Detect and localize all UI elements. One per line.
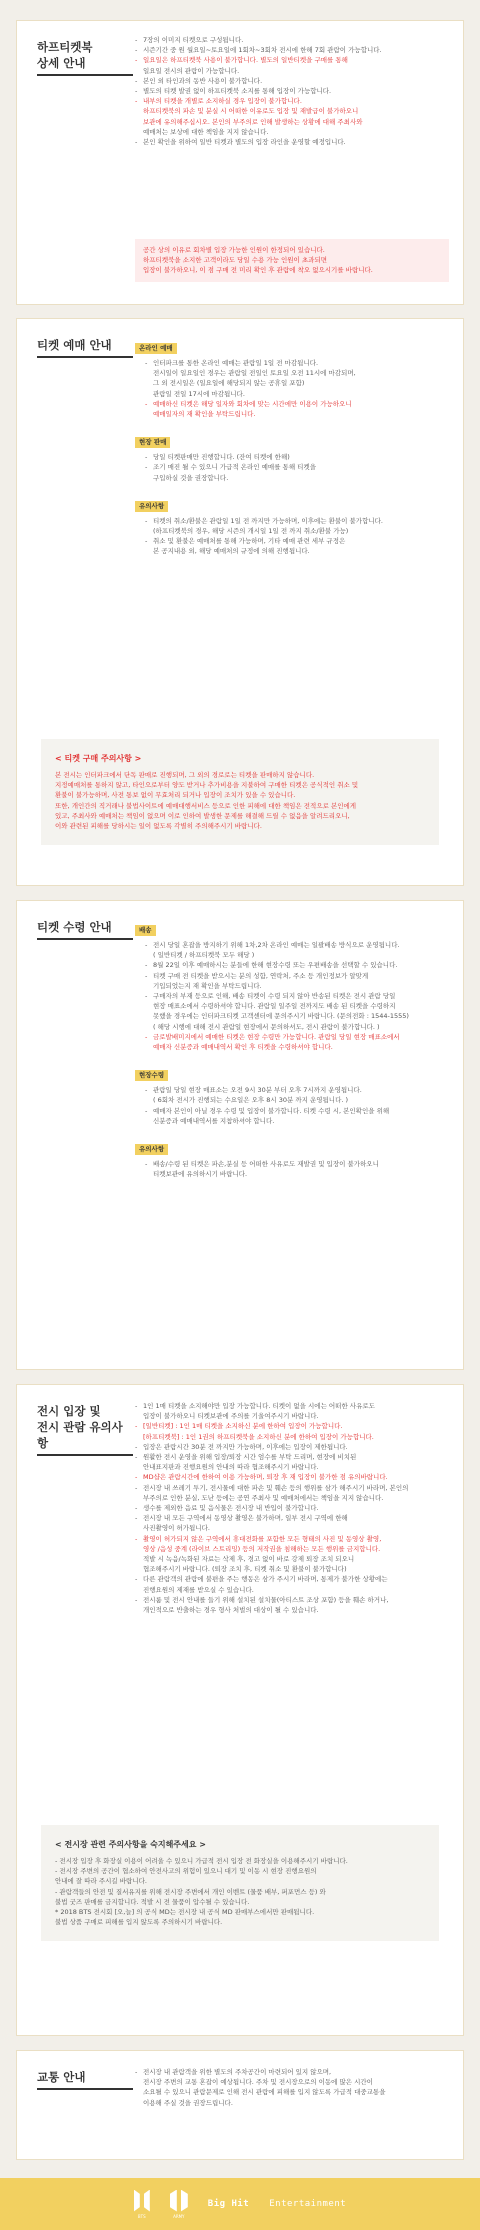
- list-item-text: 개인적으로 반출하는 경우 형사 처벌의 대상이 될 수 있습니다.: [143, 1606, 319, 1615]
- list-item: [135, 55, 449, 65]
- bullet: [145, 1169, 153, 1179]
- list-item-text: 배송/수령 된 티켓은 파손,분실 등 어떠한 사유로도 재발권 및 입장이 불가하오니: [153, 1160, 379, 1169]
- list-item: [135, 1483, 449, 1493]
- onsite-sales-tag: 현장 판매: [135, 437, 170, 448]
- bullet: -: [145, 359, 148, 367]
- list-item: [145, 526, 449, 536]
- list-item: [145, 378, 449, 388]
- list-item: [135, 45, 449, 55]
- bullet: [135, 1523, 143, 1533]
- list-item: [145, 981, 449, 991]
- list-item-text: 전시일이 일요일인 경우는 관람일 전일인 토요일 오전 11시에 마감되며,: [153, 369, 356, 378]
- list-item-text: 금로발배미지에서 예매한 티켓은 현장 수령만 가능합니다. 관람일 당일 현장 매표소에서: [153, 1032, 400, 1041]
- notice-line: 이와 관련된 피해를 당하시는 일이 없도록 각별히 주의해주시기 바랍니다.: [55, 822, 262, 831]
- notice-line: 지정예매처를 통하지 않고, 타인으로부터 양도 받거나 추가비용을 지불하여 구매한 티켓은 공식적인 취소 및: [55, 781, 359, 790]
- list-item-text: 소요될 수 있으니 관람문제로 인해 전시 관람에 피해를 입지 않도록 가급적 대중교통을: [143, 2088, 386, 2097]
- list-item: [135, 2087, 449, 2097]
- list-item-text: 협조해주시기 바랍니다. (퇴장 조치 후, 티켓 취소 및 환불이 불가합니다): [143, 1565, 347, 1574]
- list-item-text: 일요일 전시의 관람이 가능합니다.: [143, 66, 240, 75]
- list-item: [135, 1452, 449, 1462]
- army-logo: [170, 2190, 188, 2219]
- list-item: [145, 462, 449, 472]
- bighit-logo: Big Hit: [207, 2199, 250, 2209]
- bullet: [145, 1022, 153, 1032]
- list-item-text: 티켓보관에 유의하시기 바랍니다.: [153, 1170, 248, 1179]
- bullet: [135, 127, 143, 137]
- bullet: [145, 409, 153, 419]
- list-item: [135, 2067, 449, 2077]
- list-item: [135, 1462, 449, 1472]
- onsite-pickup-list: [135, 1085, 449, 1126]
- onsite-sales-list: [135, 452, 449, 483]
- bullet: -: [135, 36, 138, 44]
- list-item-text: ( 일반티켓 / 하프티켓북 모두 해당 ): [153, 951, 255, 960]
- list-item-text: 이용해 주실 것을 권장드립니다.: [143, 2098, 233, 2107]
- bullet: -: [145, 971, 148, 980]
- bullet: [135, 1411, 143, 1421]
- list-item: [135, 2098, 449, 2108]
- list-item: [135, 1493, 449, 1503]
- section-transportation: [16, 2050, 464, 2160]
- list-item-text: 예매자 신분증과 예매내역서 확인 후 티켓을 수령하셔야 합니다.: [153, 1043, 333, 1052]
- list-item: [145, 536, 449, 546]
- booking-caution-list: [135, 516, 449, 557]
- bullet: [135, 66, 143, 76]
- list-item: [145, 516, 449, 526]
- list-item: [135, 76, 449, 86]
- list-item: [145, 940, 449, 950]
- bullet: [135, 2087, 143, 2097]
- bts-logo-caption: BTS: [137, 2213, 146, 2219]
- halfticket-warning: [135, 233, 449, 282]
- bullet: [145, 389, 153, 399]
- bullet: [145, 1001, 153, 1011]
- bts-logo: [134, 2190, 150, 2219]
- bullet: [135, 1462, 143, 1472]
- list-item-text: 사진촬영이 허가됩니다.: [143, 1524, 210, 1533]
- onsite-pickup-tag: 현장수령: [135, 1070, 168, 1081]
- bullet: -: [135, 1473, 138, 1482]
- section-halfticket-info: [16, 20, 464, 305]
- bullet: -: [135, 97, 138, 106]
- bullet: -: [135, 138, 138, 147]
- list-item-text: 기입되었는지 재 확인을 부탁드립니다.: [153, 981, 262, 990]
- list-item: [145, 358, 449, 368]
- list-item: [145, 1032, 449, 1042]
- list-item-text: ( 6회차 전시가 진행되는 수요일은 오후 8시 30분 까지 운영됩니다. ): [153, 1096, 349, 1105]
- list-item-text: 전시장 주변의 교통 혼잡이 예상됩니다. 주차 및 전시장으로의 이동에 많은 시간이: [143, 2078, 373, 2087]
- list-item-text: 티켓 구매 전 티켓을 받으시는 분의 성함, 연락처, 주소 등 개인정보가 알맞게: [153, 971, 369, 980]
- notice-line: 입장이 불가하오니, 이 점 구매 전 미리 확인 후 관람에 착오 없으시기를 바랍니다.: [143, 266, 373, 275]
- list-item-text: 본 공지내용 외, 해당 예매처의 규정에 의해 진행됩니다.: [153, 547, 310, 556]
- list-item-text: 보관에 유의해주십시오. 본인의 부주의로 인해 발생하는 상황에 대해 주최사와: [143, 117, 363, 126]
- list-item-text: 조기 매진 될 수 있으니 가급적 온라인 예매를 통해 티켓을: [153, 463, 317, 472]
- notice-line: 불법 상품 구매로 피해를 입지 않도록 주의하시기 바랍니다.: [55, 1918, 223, 1927]
- list-item: [135, 106, 449, 116]
- list-item-text: 7장의 이미지 티켓으로 구성됩니다.: [143, 36, 244, 44]
- bullet: -: [135, 46, 138, 55]
- list-item-text: 신분증과 예매내역서를 지참하셔야 합니다.: [153, 1116, 275, 1125]
- notice-line: 있고, 주최사와 예매처는 책임이 없으며 이로 인하여 발생한 문제를 해결해 드릴 수 없음을 알려드리오니,: [55, 811, 350, 820]
- list-item-text: 적발 시 녹음/녹화된 자료는 삭제 후, 경고 없이 바로 강제 퇴장 조치 되오니: [143, 1555, 355, 1564]
- online-booking-block: [135, 335, 449, 419]
- notice-line: 하프티켓북을 소지한 고객이라도 당일 수용 가능 인원이 초과되면: [143, 256, 327, 265]
- list-item-text: 예매처는 보상에 대한 책임을 지지 않습니다.: [143, 127, 269, 136]
- bullet: -: [135, 2068, 138, 2076]
- delivery-tag: 배송: [135, 925, 156, 936]
- list-item: [145, 1042, 449, 1052]
- bullet: -: [135, 1595, 138, 1604]
- list-item: [135, 96, 449, 106]
- list-item-text: 원활한 전시 운영을 위해 입장/퇴장 시간 엄수를 부탁 드리며, 현장에 비치된: [143, 1453, 357, 1462]
- notice-line: 안내에 잘 따라 주시길 바랍니다.: [55, 1877, 147, 1886]
- section-title: 교통 안내: [37, 2069, 133, 2090]
- list-item-text: 전시룸 및 전시 안내를 들기 위해 설치된 설치물(아티스트 조상 포함) 등을 훼손 하거나,: [143, 1595, 389, 1604]
- list-item-text: 취소 및 환불은 예매처를 통해 가능하며, 기타 예매 관련 세부 규정은: [153, 537, 346, 546]
- list-item-text: 하프티켓북의 파손 및 분실 시 어떠한 이유로도 입장 및 재발급이 불가하오니: [143, 107, 359, 116]
- bullet: [135, 1432, 143, 1442]
- bullet: [135, 1554, 143, 1564]
- list-item: [135, 1503, 449, 1513]
- notice-lines: [55, 1856, 425, 1927]
- list-item: [145, 1011, 449, 1021]
- list-item: [135, 1513, 449, 1523]
- list-item-text: [하프티켓북] : 1인 1권의 하프티켓북을 소지하신 분에 한하여 입장이 가능합니다.: [143, 1432, 374, 1441]
- army-logo-icon: [170, 2190, 188, 2212]
- notice-title: < 티켓 구매 주의사항 >: [55, 754, 142, 763]
- bullet: -: [135, 1575, 138, 1584]
- bullet: [145, 1042, 153, 1052]
- onsite-sales-block: [135, 429, 449, 483]
- section-ticket-pickup: [16, 900, 464, 1370]
- list-item: [145, 546, 449, 556]
- list-item: [135, 1585, 449, 1595]
- list-item-text: 그 외 전시일은 (일요일에 해당되지 않는 공휴일 포함): [153, 379, 305, 388]
- list-item: [135, 127, 449, 137]
- list-item: [145, 991, 449, 1001]
- list-item: [135, 1421, 449, 1431]
- bullet: -: [135, 76, 138, 85]
- list-item-text: 내부의 티켓을 개별로 소지하실 경우 입장이 불가합니다.: [143, 97, 302, 106]
- section-title: 전시 입장 및 전시 관람 유의사항: [37, 1403, 133, 1456]
- venue-notice: [41, 1825, 439, 1941]
- list-item-text: 별도의 티켓 발권 없이 하프티켓북 소지를 통해 입장이 가능합니다.: [143, 87, 332, 96]
- list-item-text: 구입하실 것을 권장합니다.: [153, 473, 229, 482]
- bullet: [135, 106, 143, 116]
- bullet: [135, 117, 143, 127]
- list-item: [145, 1116, 449, 1126]
- notice-line: 본 전시는 인터파크에서 단독 판매로 진행되며, 그 외의 경로로는 티켓을 판매하지 않습니다.: [55, 771, 315, 779]
- list-item-text: ( 해당 시행에 대해 전시 관람일 현장에서 문의하셔도, 전시 관람이 불가합니다. ): [153, 1022, 380, 1031]
- bullet: [135, 2098, 143, 2108]
- online-booking-list: [135, 358, 449, 419]
- bullet: -: [145, 1160, 148, 1169]
- list-item-text: 예매일자의 재 확인을 부탁드립니다.: [153, 410, 256, 419]
- list-item: [145, 950, 449, 960]
- list-item: [135, 1544, 449, 1554]
- list-item-text: 입장은 관람시간 30분 전 까지만 가능하며, 이후에는 입장이 제한됩니다.: [143, 1442, 348, 1451]
- notice-line: 환불이 불가능하며, 사전 통보 없이 무효처리 되거나 입장이 조치가 있을 수 있습니다.: [55, 791, 296, 800]
- list-item-text: 입장이 불가하오니 티켓보관에 주의를 기울여주시기 바랍니다.: [143, 1412, 319, 1421]
- notice-line: 공간 상의 이유로 회차별 입장 가능한 인원이 한정되어 있습니다.: [143, 246, 325, 254]
- transportation-list: [135, 2067, 449, 2108]
- list-item: [145, 1159, 449, 1169]
- list-item: [135, 1472, 449, 1482]
- list-item: [145, 389, 449, 399]
- list-item-text: 전시장 내 쓰레기 투기, 전시물에 대한 파손 및 훼손 등의 행위를 삼가 해주시기 바라며, 본인의: [143, 1483, 409, 1492]
- list-item-text: MD샵은 관람시간에 한하여 이용 가능하며, 퇴장 후 재 입장이 불가한 점 유의바랍니다.: [143, 1473, 388, 1482]
- section-title: 티켓 수령 안내: [37, 919, 133, 940]
- bullet: [135, 2077, 143, 2087]
- bullet: -: [145, 453, 148, 462]
- booking-caution-tag: 유의사항: [135, 501, 168, 512]
- list-item: [135, 117, 449, 127]
- list-item-text: 1인 1매 티켓을 소지해야만 입장 가능합니다. 티켓이 없을 시에는 어떠한 사유로도: [143, 1402, 375, 1410]
- list-item-text: 예매자 본인이 아닐 경우 수령 및 입장이 불가합니다. 티켓 수령 시, 본인확인을 위해: [153, 1106, 390, 1115]
- bullet: [145, 1116, 153, 1126]
- bullet: -: [145, 961, 148, 970]
- bullet: -: [145, 1106, 148, 1115]
- notice-line: 또한, 개인간의 직거래나 불법사이트에 예매대행서비스 등으로 인한 피해에 대한 책임은 전적으로 본인에게: [55, 801, 357, 810]
- halfticket-list: [135, 35, 449, 147]
- bullet: -: [135, 1453, 138, 1462]
- list-item-text: 예매하신 티켓은 해당 일자와 회차에 맞는 시간에만 이용이 가능하오니: [153, 399, 352, 408]
- list-item-text: 영상 /음성 중계 (라이브 스트리밍) 등의 저작권을 침해하는 모든 행위를 금지합니다.: [143, 1544, 381, 1553]
- list-item: [135, 86, 449, 96]
- list-item: [145, 1106, 449, 1116]
- list-item: [145, 473, 449, 483]
- bullet: [135, 1544, 143, 1554]
- list-item-text: 인터파크를 통한 온라인 예매는 관람일 1일 전 마감됩니다.: [153, 359, 319, 367]
- pickup-caution-block: [135, 1136, 449, 1179]
- pickup-caution-tag: 유의사항: [135, 1144, 168, 1155]
- list-item-text: 일요일은 하프티켓북 사용이 불가합니다. 별도의 일반티켓을 구매를 통해: [143, 56, 348, 65]
- entry-guidelines-list: [135, 1401, 449, 1615]
- delivery-list: [135, 940, 449, 1052]
- list-item-text: 못했을 경우에는 인터파크티켓 고객센터에 문의주시기 바랍니다. (문의전화 : 1544-1555): [153, 1012, 409, 1021]
- list-item: [145, 960, 449, 970]
- list-item-text: 당일 티켓판매만 진행합니다. (잔여 티켓에 한해): [153, 453, 290, 462]
- bullet: -: [135, 1534, 138, 1543]
- bullet: -: [135, 1504, 138, 1513]
- bullet: [145, 1011, 153, 1021]
- booking-content: [135, 335, 449, 567]
- bullet: -: [145, 1086, 148, 1095]
- notice-line: 불법 굿즈 판매를 금지합니다. 적발 시 전 물품이 압수될 수 있습니다.: [55, 1897, 250, 1906]
- bullet: -: [135, 1514, 138, 1523]
- bullet: [145, 526, 153, 536]
- list-item: [145, 971, 449, 981]
- bullet: [135, 1585, 143, 1595]
- list-item: [135, 1564, 449, 1574]
- bullet: -: [145, 463, 148, 472]
- list-item: [145, 1085, 449, 1095]
- list-item-text: 8월 22일 이후 예매하시는 분들에 한해 현장수령 또는 우편배송을 선택할 수 있습니다.: [153, 961, 398, 970]
- bts-logo-icon: [134, 2190, 150, 2212]
- list-item: [135, 1401, 449, 1411]
- bullet: -: [135, 87, 138, 96]
- notice-lines: [55, 770, 425, 831]
- list-item-text: 티켓의 취소/환불은 관람일 1일 전 까지만 가능하며, 이후에는 환불이 불가합니다.: [153, 516, 383, 525]
- booking-caution-block: [135, 493, 449, 557]
- list-item: [145, 399, 449, 409]
- list-item: [145, 452, 449, 462]
- section-title: 하프티켓북 상세 안내: [37, 39, 133, 76]
- list-item-text: 생수를 제외한 음료 및 음식물은 전시장 내 반입이 불가합니다.: [143, 1504, 319, 1513]
- bullet: [145, 981, 153, 991]
- list-item-text: 부주의로 인한 분실, 도난 등에는 공연 주최사 및 예매처에서는 책임을 지지 않습니다.: [143, 1493, 384, 1502]
- bullet: -: [135, 1442, 138, 1451]
- list-item: [135, 66, 449, 76]
- entertainment-logo: Entertainment: [269, 2199, 347, 2209]
- list-item-text: 관람일 당일 현장 매표소는 오전 9시 30분 부터 오후 7시까지 운영됩니다.: [153, 1086, 362, 1095]
- pickup-content: [135, 917, 449, 1189]
- notice-line: - 전시장 입장 후 화장실 이용이 어려울 수 있으니 가급적 전시 입장 전 화장실을 이용해주시기 바랍니다.: [55, 1857, 348, 1865]
- bullet: -: [145, 537, 148, 546]
- list-item-text: [일반티켓] : 1인 1매 티켓을 소지하신 분에 한하여 입장이 가능합니다.: [143, 1422, 343, 1431]
- list-item: [135, 35, 449, 45]
- list-item: [145, 1001, 449, 1011]
- army-logo-caption: ARMY: [173, 2213, 185, 2219]
- list-item: [135, 1411, 449, 1421]
- section-entry-guidelines: [16, 1384, 464, 2036]
- bullet: -: [145, 516, 148, 525]
- list-item: [135, 1605, 449, 1615]
- footer-logos: [0, 2178, 480, 2230]
- bullet: [145, 546, 153, 556]
- bullet: [135, 1493, 143, 1503]
- bullet: [145, 950, 153, 960]
- bullet: -: [135, 1402, 138, 1410]
- bullet: [145, 1095, 153, 1105]
- list-item-text: 구매자의 부재 등으로 인해, 배송 티켓이 수령 되지 않아 반송된 티켓은 전시 관람 당일: [153, 992, 396, 1001]
- list-item-text: 진행요원의 제재를 받으실 수 있습니다.: [143, 1585, 254, 1594]
- list-item-text: 본인 확인을 위하여 일반 티켓과 별도의 입장 라인을 운영할 예정입니다.: [143, 138, 346, 147]
- list-item: [145, 1095, 449, 1105]
- list-item: [135, 1534, 449, 1544]
- bullet: -: [145, 992, 148, 1001]
- warning-box: [135, 239, 449, 282]
- list-item-text: 본인 외 타인과의 동반 사용이 불가합니다.: [143, 76, 263, 85]
- bullet: -: [145, 399, 148, 408]
- bullet: -: [135, 1483, 138, 1492]
- list-item: [135, 1554, 449, 1564]
- bullet: -: [145, 1032, 148, 1041]
- notice-title: < 전시장 관련 주의사항을 숙지해주세요 >: [55, 1840, 206, 1849]
- section-title: 티켓 예매 안내: [37, 337, 133, 358]
- list-item: [135, 1595, 449, 1605]
- ticket-purchase-notice: [41, 739, 439, 845]
- list-item-text: 시즌기간 중 원 월요일~토요일에 1회차~3회차 전시에 한해 7회 관람이 가능합니다.: [143, 46, 382, 55]
- list-item-text: 전시장 내 모든 구역에서 동영상 촬영은 불가하며, 일부 전시 구역에 한해: [143, 1514, 348, 1523]
- list-item: [145, 1022, 449, 1032]
- bullet: -: [135, 1422, 138, 1431]
- online-booking-tag: 온라인 예매: [135, 343, 177, 354]
- list-item: [145, 368, 449, 378]
- onsite-pickup-block: [135, 1062, 449, 1126]
- bullet: -: [135, 56, 138, 65]
- list-item: [135, 137, 449, 147]
- bullet: -: [145, 941, 148, 949]
- list-item-text: 촬영이 허가되지 않은 구역에서 휴대전화를 포함한 모든 형태의 사진 및 동영상 촬영,: [143, 1534, 382, 1543]
- delivery-block: [135, 917, 449, 1052]
- bullet: [135, 1564, 143, 1574]
- notice-line: - 관람객들의 안전 및 질서유지를 위해 전시장 주변에서 개인 이벤트 (물품 배부, 퍼포먼스 등) 와: [55, 1887, 326, 1896]
- notice-line: - 전시장 주변의 공간이 협소하여 안전사고의 위험이 있으니 대기 및 이동 시 현장 진행요원의: [55, 1867, 317, 1876]
- list-item: [135, 1574, 449, 1584]
- list-item: [135, 1432, 449, 1442]
- list-item-text: 안내표지판과 진행요원의 안내의 따라 협조해주시기 바랍니다.: [143, 1463, 319, 1472]
- list-item: [145, 409, 449, 419]
- section-ticket-booking: [16, 318, 464, 886]
- list-item-text: 관람일 전일 17시에 마감됩니다.: [153, 389, 245, 398]
- bullet: [145, 473, 153, 483]
- list-item-text: 전시장 내 관람객을 위한 별도의 주차공간이 마련되어 있지 않으며,: [143, 2068, 332, 2076]
- list-item: [135, 1523, 449, 1533]
- bullet: [145, 378, 153, 388]
- list-item-text: (하프티켓북의 경우, 해당 시즌의 개시일 1일 전 까지 취소/환불 가능): [153, 527, 349, 536]
- pickup-caution-list: [135, 1159, 449, 1179]
- list-item: [135, 2077, 449, 2087]
- list-item: [145, 1169, 449, 1179]
- list-item-text: 현장 매표소에서 수령하셔야 합니다. 관람일 일주일 전까지도 배송 된 티켓을 수령하지: [153, 1002, 396, 1011]
- bullet: [135, 1605, 143, 1615]
- list-item-text: 전시 당일 혼잡을 방지하기 위해 1차,2차 온라인 예매는 일괄배송 방식으로 운영됩니다.: [153, 941, 400, 949]
- bullet: [145, 368, 153, 378]
- notice-line: * 2018 BTS 전시회 [오,늘] 의 공식 MD는 전시장 내 공식 MD 판매부스에서만 판매됩니다.: [55, 1908, 315, 1917]
- list-item-text: 다른 관람객의 관람에 불편을 주는 행동은 삼가 주시기 바라며, 통제가 불가한 상황에는: [143, 1575, 388, 1584]
- list-item: [135, 1442, 449, 1452]
